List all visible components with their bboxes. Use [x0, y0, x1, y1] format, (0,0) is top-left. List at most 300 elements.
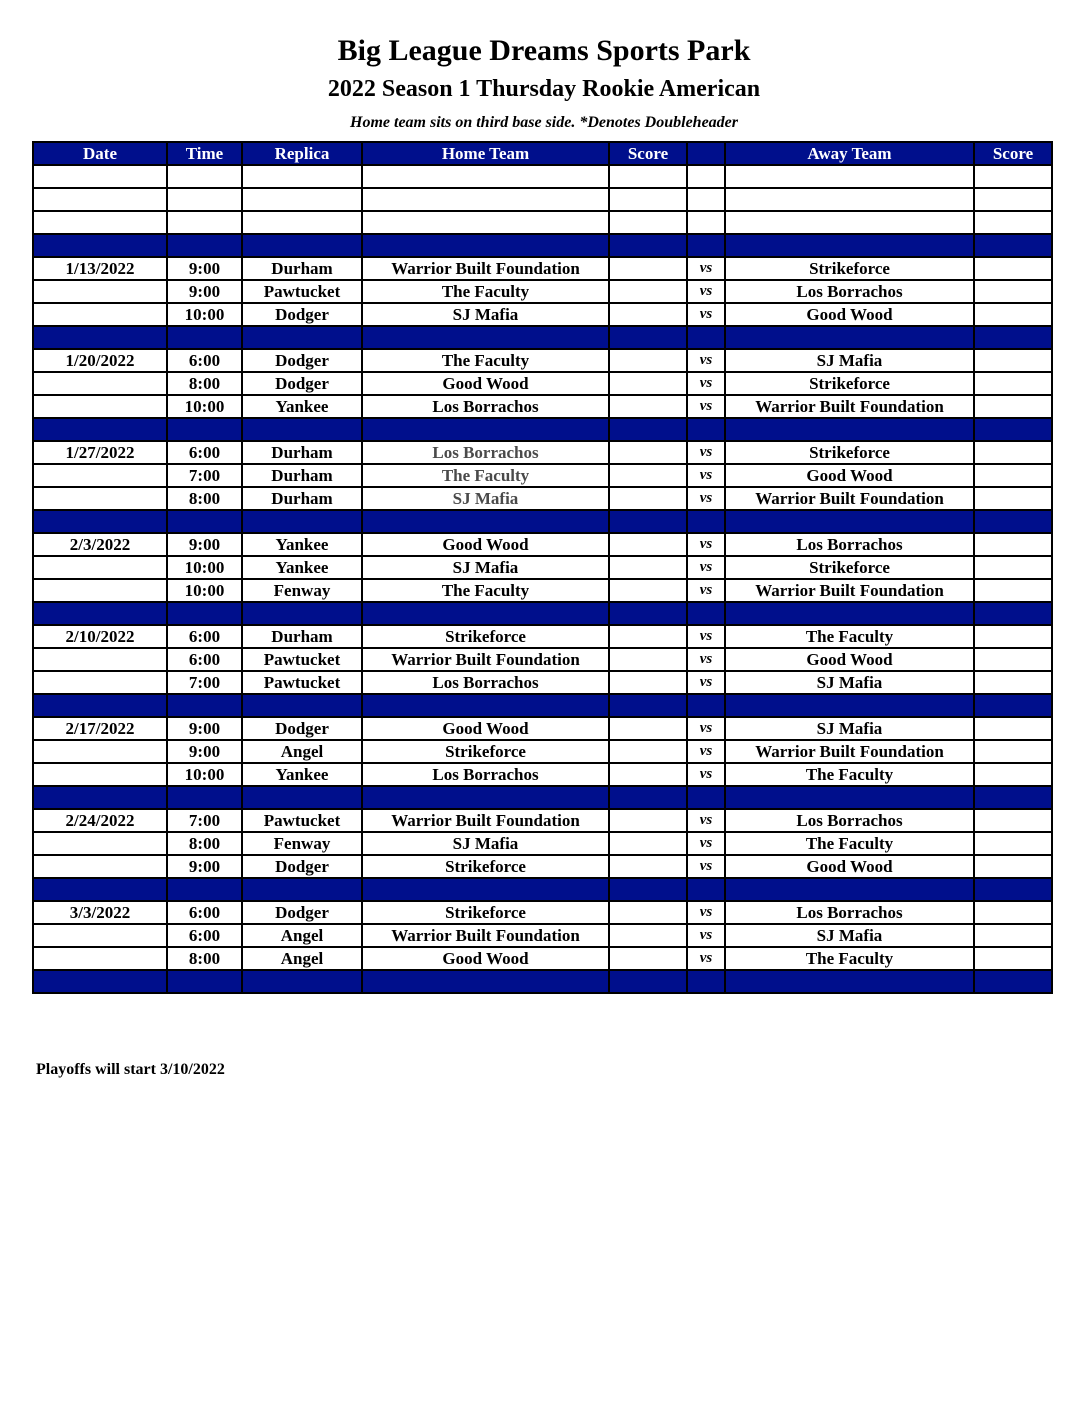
game-date [33, 671, 167, 694]
game-replica: Yankee [242, 556, 362, 579]
home-score [609, 441, 687, 464]
game-replica: Dodger [242, 855, 362, 878]
game-date [33, 487, 167, 510]
away-team: SJ Mafia [725, 717, 974, 740]
game-replica: Dodger [242, 717, 362, 740]
game-date: 3/3/2022 [33, 901, 167, 924]
separator-cell [974, 602, 1052, 625]
home-score [609, 257, 687, 280]
vs-label: vs [687, 372, 725, 395]
page-subtitle: 2022 Season 1 Thursday Rookie American [327, 76, 761, 102]
home-score [609, 671, 687, 694]
away-score [974, 464, 1052, 487]
empty-cell [33, 165, 167, 188]
game-date: 1/13/2022 [33, 257, 167, 280]
col-header-away-score: Score [974, 142, 1052, 165]
separator-cell [167, 510, 242, 533]
separator-cell [242, 234, 362, 257]
game-time: 10:00 [167, 579, 242, 602]
home-team: Good Wood [362, 533, 609, 556]
game-time: 10:00 [167, 763, 242, 786]
empty-cell [167, 165, 242, 188]
separator-cell [609, 878, 687, 901]
game-date: 2/3/2022 [33, 533, 167, 556]
away-team: Strikeforce [725, 441, 974, 464]
separator-cell [687, 326, 725, 349]
separator-row [33, 602, 1052, 625]
away-team: Los Borrachos [725, 533, 974, 556]
game-replica: Fenway [242, 579, 362, 602]
separator-cell [167, 234, 242, 257]
separator-cell [33, 694, 167, 717]
separator-cell [687, 970, 725, 993]
empty-cell [33, 188, 167, 211]
empty-cell [609, 188, 687, 211]
game-row [33, 487, 1052, 510]
game-replica: Angel [242, 740, 362, 763]
separator-cell [362, 878, 609, 901]
vs-label: vs [687, 533, 725, 556]
home-team: Los Borrachos [362, 671, 609, 694]
home-score [609, 901, 687, 924]
separator-cell [33, 970, 167, 993]
separator-cell [725, 694, 974, 717]
separator-row [33, 510, 1052, 533]
game-date [33, 579, 167, 602]
separator-cell [362, 326, 609, 349]
schedule-table [32, 141, 1053, 994]
separator-cell [242, 694, 362, 717]
separator-cell [609, 510, 687, 533]
home-team: Strikeforce [362, 740, 609, 763]
separator-cell [242, 510, 362, 533]
col-header-replica: Replica [242, 142, 362, 165]
vs-label: vs [687, 809, 725, 832]
game-date [33, 464, 167, 487]
empty-cell [167, 211, 242, 234]
separator-row [33, 878, 1052, 901]
separator-row [33, 970, 1052, 993]
away-score [974, 487, 1052, 510]
separator-cell [974, 234, 1052, 257]
separator-cell [725, 878, 974, 901]
game-row [33, 924, 1052, 947]
game-time: 9:00 [167, 855, 242, 878]
separator-cell [725, 970, 974, 993]
separator-cell [974, 326, 1052, 349]
game-date [33, 372, 167, 395]
separator-cell [242, 786, 362, 809]
separator-cell [242, 418, 362, 441]
separator-cell [687, 786, 725, 809]
separator-cell [242, 878, 362, 901]
home-team: Warrior Built Foundation [362, 809, 609, 832]
away-team: Good Wood [725, 855, 974, 878]
away-team: Los Borrachos [725, 280, 974, 303]
home-team: Strikeforce [362, 855, 609, 878]
vs-label: vs [687, 625, 725, 648]
home-score [609, 303, 687, 326]
empty-cell [33, 211, 167, 234]
away-team: The Faculty [725, 763, 974, 786]
empty-cell [362, 165, 609, 188]
game-replica: Fenway [242, 832, 362, 855]
away-score [974, 372, 1052, 395]
game-time: 9:00 [167, 740, 242, 763]
separator-cell [687, 694, 725, 717]
game-row [33, 855, 1052, 878]
game-row [33, 809, 1052, 832]
separator-row [33, 234, 1052, 257]
vs-label: vs [687, 924, 725, 947]
empty-row [33, 188, 1052, 211]
away-team: Los Borrachos [725, 809, 974, 832]
separator-cell [167, 878, 242, 901]
separator-cell [167, 694, 242, 717]
away-team: Strikeforce [725, 257, 974, 280]
home-score [609, 809, 687, 832]
game-row [33, 464, 1052, 487]
away-team: Strikeforce [725, 372, 974, 395]
separator-cell [362, 694, 609, 717]
game-time: 10:00 [167, 303, 242, 326]
game-time: 10:00 [167, 556, 242, 579]
separator-cell [725, 418, 974, 441]
home-score [609, 395, 687, 418]
game-row [33, 671, 1052, 694]
vs-label: vs [687, 487, 725, 510]
separator-cell [974, 694, 1052, 717]
home-team: Los Borrachos [362, 441, 609, 464]
vs-label: vs [687, 349, 725, 372]
separator-row [33, 694, 1052, 717]
empty-cell [242, 165, 362, 188]
away-score [974, 671, 1052, 694]
away-team: Warrior Built Foundation [725, 395, 974, 418]
separator-cell [974, 786, 1052, 809]
home-score [609, 740, 687, 763]
empty-cell [609, 211, 687, 234]
away-score [974, 809, 1052, 832]
game-date [33, 395, 167, 418]
game-replica: Pawtucket [242, 648, 362, 671]
game-replica: Durham [242, 625, 362, 648]
game-date [33, 740, 167, 763]
game-date [33, 947, 167, 970]
vs-label: vs [687, 257, 725, 280]
game-date [33, 303, 167, 326]
separator-cell [609, 326, 687, 349]
vs-label: vs [687, 464, 725, 487]
separator-cell [362, 970, 609, 993]
away-team: Strikeforce [725, 556, 974, 579]
away-team: Good Wood [725, 303, 974, 326]
home-score [609, 487, 687, 510]
game-time: 7:00 [167, 464, 242, 487]
empty-cell [725, 165, 974, 188]
separator-cell [687, 418, 725, 441]
separator-cell [687, 878, 725, 901]
separator-cell [33, 234, 167, 257]
separator-cell [609, 418, 687, 441]
away-team: The Faculty [725, 832, 974, 855]
home-team: The Faculty [362, 349, 609, 372]
separator-cell [167, 326, 242, 349]
game-replica: Yankee [242, 533, 362, 556]
away-score [974, 280, 1052, 303]
separator-cell [687, 602, 725, 625]
game-replica: Yankee [242, 395, 362, 418]
away-team: Good Wood [725, 648, 974, 671]
away-score [974, 556, 1052, 579]
separator-cell [609, 234, 687, 257]
empty-row [33, 165, 1052, 188]
game-row [33, 349, 1052, 372]
game-date [33, 280, 167, 303]
separator-cell [362, 234, 609, 257]
game-date: 2/10/2022 [33, 625, 167, 648]
home-team: Warrior Built Foundation [362, 257, 609, 280]
away-team: The Faculty [725, 625, 974, 648]
separator-cell [33, 786, 167, 809]
game-date: 1/27/2022 [33, 441, 167, 464]
game-time: 6:00 [167, 625, 242, 648]
separator-cell [362, 786, 609, 809]
vs-label: vs [687, 947, 725, 970]
game-replica: Durham [242, 257, 362, 280]
home-team: SJ Mafia [362, 832, 609, 855]
game-row [33, 303, 1052, 326]
game-replica: Pawtucket [242, 280, 362, 303]
game-row [33, 280, 1052, 303]
separator-cell [362, 602, 609, 625]
separator-cell [33, 602, 167, 625]
game-row [33, 257, 1052, 280]
away-score [974, 349, 1052, 372]
away-team: Los Borrachos [725, 901, 974, 924]
separator-cell [974, 418, 1052, 441]
away-team: SJ Mafia [725, 349, 974, 372]
game-replica: Durham [242, 441, 362, 464]
col-header-away-team: Away Team [725, 142, 974, 165]
home-team: SJ Mafia [362, 487, 609, 510]
home-team: The Faculty [362, 280, 609, 303]
vs-label: vs [687, 855, 725, 878]
separator-cell [609, 786, 687, 809]
game-replica: Durham [242, 464, 362, 487]
separator-row [33, 786, 1052, 809]
game-replica: Pawtucket [242, 671, 362, 694]
empty-cell [974, 211, 1052, 234]
game-replica: Angel [242, 924, 362, 947]
game-time: 6:00 [167, 901, 242, 924]
separator-row [33, 326, 1052, 349]
game-row [33, 579, 1052, 602]
game-time: 6:00 [167, 924, 242, 947]
away-score [974, 441, 1052, 464]
game-time: 9:00 [167, 717, 242, 740]
header-row [33, 142, 1052, 165]
schedule-body [33, 165, 1052, 993]
separator-cell [609, 694, 687, 717]
game-time: 7:00 [167, 671, 242, 694]
game-date: 2/17/2022 [33, 717, 167, 740]
game-time: 8:00 [167, 947, 242, 970]
separator-cell [362, 418, 609, 441]
separator-cell [974, 878, 1052, 901]
away-score [974, 832, 1052, 855]
separator-cell [725, 326, 974, 349]
game-date: 1/20/2022 [33, 349, 167, 372]
vs-label: vs [687, 717, 725, 740]
away-score [974, 648, 1052, 671]
home-team: Strikeforce [362, 901, 609, 924]
game-row [33, 763, 1052, 786]
game-replica: Yankee [242, 763, 362, 786]
home-score [609, 280, 687, 303]
empty-cell [725, 211, 974, 234]
game-row [33, 947, 1052, 970]
separator-cell [609, 602, 687, 625]
away-score [974, 901, 1052, 924]
home-team: Warrior Built Foundation [362, 924, 609, 947]
empty-cell [242, 211, 362, 234]
col-header-home-score: Score [609, 142, 687, 165]
away-team: Good Wood [725, 464, 974, 487]
away-score [974, 855, 1052, 878]
home-score [609, 372, 687, 395]
col-header-time: Time [167, 142, 242, 165]
separator-cell [725, 510, 974, 533]
separator-cell [974, 970, 1052, 993]
playoffs-note: Playoffs will start 3/10/2022 [36, 1061, 225, 1078]
home-team: The Faculty [362, 579, 609, 602]
empty-cell [974, 188, 1052, 211]
game-row [33, 832, 1052, 855]
game-time: 8:00 [167, 487, 242, 510]
away-score [974, 947, 1052, 970]
separator-cell [33, 510, 167, 533]
separator-cell [33, 878, 167, 901]
empty-cell [242, 188, 362, 211]
vs-label: vs [687, 303, 725, 326]
home-score [609, 556, 687, 579]
game-row [33, 740, 1052, 763]
vs-label: vs [687, 740, 725, 763]
game-time: 9:00 [167, 533, 242, 556]
home-team: The Faculty [362, 464, 609, 487]
away-score [974, 579, 1052, 602]
page-note: Home team sits on third base side. *Denotes Doubleheader [350, 114, 738, 131]
separator-cell [242, 326, 362, 349]
empty-cell [725, 188, 974, 211]
empty-cell [609, 165, 687, 188]
separator-row [33, 418, 1052, 441]
game-date [33, 763, 167, 786]
game-date [33, 855, 167, 878]
game-time: 6:00 [167, 441, 242, 464]
away-team: The Faculty [725, 947, 974, 970]
game-time: 6:00 [167, 349, 242, 372]
page-title: Big League Dreams Sports Park [337, 34, 751, 67]
home-team: Good Wood [362, 947, 609, 970]
home-team: Los Borrachos [362, 395, 609, 418]
home-score [609, 625, 687, 648]
home-score [609, 924, 687, 947]
home-team: Los Borrachos [362, 763, 609, 786]
col-header-vs [687, 142, 725, 165]
home-score [609, 832, 687, 855]
game-replica: Dodger [242, 372, 362, 395]
separator-cell [725, 602, 974, 625]
away-team: SJ Mafia [725, 924, 974, 947]
home-team: Strikeforce [362, 625, 609, 648]
away-score [974, 625, 1052, 648]
home-score [609, 579, 687, 602]
game-row [33, 717, 1052, 740]
away-team: Warrior Built Foundation [725, 579, 974, 602]
game-date: 2/24/2022 [33, 809, 167, 832]
away-score [974, 763, 1052, 786]
separator-cell [167, 602, 242, 625]
game-row [33, 533, 1052, 556]
separator-cell [33, 326, 167, 349]
home-team: Good Wood [362, 717, 609, 740]
game-replica: Pawtucket [242, 809, 362, 832]
game-row [33, 556, 1052, 579]
vs-label: vs [687, 441, 725, 464]
game-replica: Dodger [242, 901, 362, 924]
empty-cell [687, 188, 725, 211]
home-team: Good Wood [362, 372, 609, 395]
vs-label: vs [687, 671, 725, 694]
vs-label: vs [687, 648, 725, 671]
vs-label: vs [687, 763, 725, 786]
separator-cell [242, 970, 362, 993]
home-score [609, 947, 687, 970]
away-score [974, 924, 1052, 947]
separator-cell [33, 418, 167, 441]
vs-label: vs [687, 280, 725, 303]
empty-cell [167, 188, 242, 211]
game-replica: Angel [242, 947, 362, 970]
separator-cell [974, 510, 1052, 533]
separator-cell [167, 970, 242, 993]
game-time: 7:00 [167, 809, 242, 832]
separator-cell [242, 602, 362, 625]
home-score [609, 533, 687, 556]
game-time: 6:00 [167, 648, 242, 671]
game-time: 8:00 [167, 372, 242, 395]
game-time: 8:00 [167, 832, 242, 855]
empty-cell [362, 188, 609, 211]
home-team: SJ Mafia [362, 556, 609, 579]
game-replica: Durham [242, 487, 362, 510]
game-row [33, 441, 1052, 464]
vs-label: vs [687, 395, 725, 418]
away-score [974, 257, 1052, 280]
empty-cell [362, 211, 609, 234]
game-row [33, 395, 1052, 418]
vs-label: vs [687, 556, 725, 579]
home-score [609, 648, 687, 671]
home-score [609, 855, 687, 878]
game-row [33, 648, 1052, 671]
home-score [609, 464, 687, 487]
empty-cell [687, 211, 725, 234]
vs-label: vs [687, 901, 725, 924]
game-replica: Dodger [242, 303, 362, 326]
